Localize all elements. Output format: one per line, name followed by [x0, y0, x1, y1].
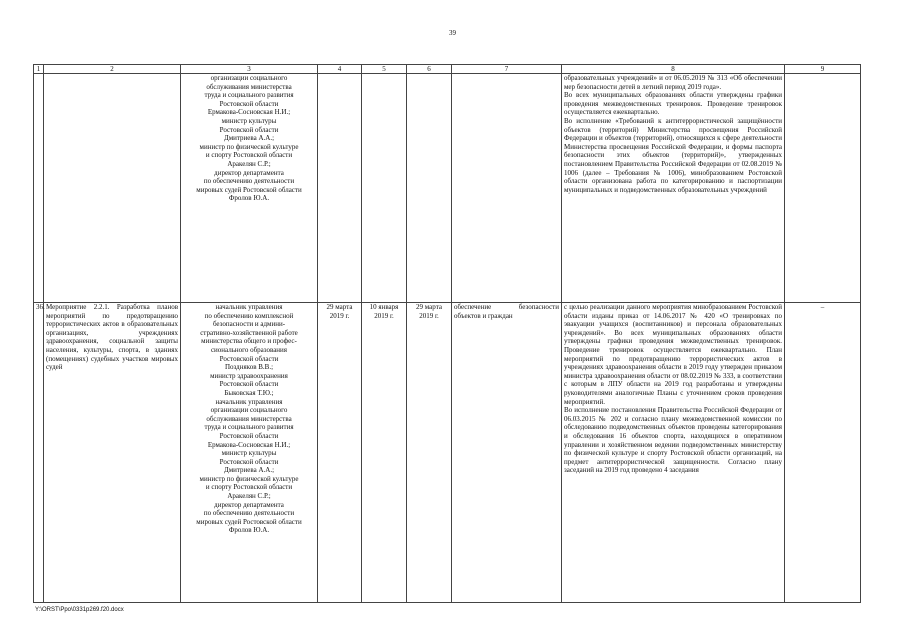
responsible-line: и спорту Ростовской области	[205, 151, 293, 160]
header-cell: 9	[785, 65, 861, 74]
actual-start-date-cell: 10 января 2019 г.	[362, 303, 407, 603]
table-row	[34, 74, 861, 303]
responsible-line: организации социального	[210, 74, 288, 82]
responsible-line: обслуживания министерства	[206, 414, 292, 423]
responsible-line: по обеспечению комплексной	[204, 311, 294, 320]
responsible-line: министр по физической культуре	[199, 474, 299, 483]
date-cell	[407, 74, 452, 303]
header-cell: 3	[181, 65, 318, 74]
event-cell	[44, 74, 181, 303]
responsible-line: Ростовской области	[219, 457, 279, 466]
responsible-line: труда и социального развития	[204, 91, 294, 100]
responsible-line: министр здравоохранения	[210, 371, 288, 380]
responsible-line: министр культуры	[221, 116, 277, 125]
responsible-line: Ростовской области	[219, 380, 279, 389]
actual-end-date-cell: 29 марта 2019 г.	[407, 303, 452, 603]
responsible-line: начальник управления	[215, 397, 283, 406]
responsible-line: Ростовской области	[219, 99, 279, 108]
header-cell: 7	[452, 65, 562, 74]
plan-end-date-cell: 29 марта 2019 г.	[318, 303, 362, 603]
responsible-cell	[181, 74, 318, 303]
responsible-line: министр по физической культуре	[199, 142, 299, 151]
responsible-line: Ростовской области	[219, 125, 279, 134]
note-cell	[785, 74, 861, 303]
responsible-cell	[181, 303, 318, 603]
header-cell: 5	[362, 65, 407, 74]
responsible-line: по обеспечению деятельности	[203, 509, 295, 518]
report-table	[33, 64, 861, 603]
row-number-cell	[34, 74, 44, 303]
progress-paragraph: Во исполнение постановления Правительства Российской Федерации от 06.03.2015 № 202 и согласно плану межведомственной комиссии по обследованию подведомственных объектов проведены категорирования и обследования 16 объектов спорта, находящихся в оперативном управлении и хозяйственном ведении подведомственных министерству по физической культуре и спорту Ростовской области организаций, на предмет антитеррористической защищенности. Согласно плану заседаний на 2019 год проведено 4 заседания	[564, 406, 782, 475]
responsible-line: Ростовской области	[219, 431, 279, 440]
responsible-line: Дмитриева А.А.;	[223, 134, 275, 143]
responsible-line: мировых судей Ростовской области	[196, 185, 302, 194]
responsible-line: Ермакова-Сосновская Н.И.;	[207, 440, 291, 449]
responsible-line: Фролов Ю.А.	[228, 526, 270, 535]
responsible-line: директор департамента	[214, 500, 284, 509]
responsible-line: безопасности и админи-	[212, 320, 286, 329]
responsible-line: Дмитриева А.А.;	[223, 466, 275, 475]
responsible-line: по обеспечению деятельности	[203, 177, 295, 186]
responsible-line: Быковская Т.Ю.;	[224, 388, 274, 397]
file-path-footer: Y:\ORST\Ppo\0331p269.f20.docx	[35, 607, 124, 613]
progress-cell	[562, 303, 785, 603]
row-number-cell: 36.	[34, 303, 44, 603]
responsible-line: организации социального	[210, 406, 288, 415]
date-cell	[362, 74, 407, 303]
note-cell: –	[785, 303, 861, 603]
result-cell	[452, 74, 562, 303]
event-cell: Мероприятие 2.2.1. Разработка планов мероприятий по предотвращению террористических актов в образовательных организациях, учреждениях здравоохранения, социальной защиты населения, культуры, спорта, в зданиях (помещениях) судебных участков мировых судей	[44, 303, 181, 603]
table-row	[34, 303, 861, 603]
responsible-line: мировых судей Ростовской области	[196, 517, 302, 526]
result-cell: обеспечение безопасности объектов и граждан	[452, 303, 562, 603]
header-cell: 4	[318, 65, 362, 74]
responsible-line: директор департамента	[214, 168, 284, 177]
responsible-line: Поздняков В.В.;	[224, 363, 274, 372]
header-cell: 6	[407, 65, 452, 74]
responsible-line: Аракелян С.Р.;	[227, 159, 271, 168]
responsible-line: Фролов Ю.А.	[228, 194, 270, 203]
responsible-line: начальник управления	[215, 303, 283, 311]
progress-paragraph: образовательных учреждений» и от 06.05.2019 № 313 «Об обеспечении мер безопасности детей в летний период 2019 года».	[564, 74, 782, 91]
page-number: 39	[449, 29, 456, 37]
header-cell: 2	[44, 65, 181, 74]
date-cell	[318, 74, 362, 303]
header-cell: 1	[34, 65, 44, 74]
progress-paragraph: Во исполнение «Требований к антитеррористической защищённости объектов (территорий) Министерства просвещения Российской Федерации и объектов (территорий), относящихся к сфере деятельности Министерства просвещения Российской Федерации, и формы паспорта безопасности этих объектов (территорий)», утвержденных постановлением Правительства Российской Федерации от 02.08.2019 № 1006 (далее – Требования № 1006), минобразованием Ростовской области организована работа по категорированию и паспортизации муниципальных и подведомственных образовательных учреждений	[564, 116, 782, 194]
responsible-line: труда и социального развития	[204, 423, 294, 432]
responsible-line: Аракелян С.Р.;	[227, 492, 271, 501]
progress-paragraph: Во всех муниципальных образованиях области утверждены графики проведения межведомственных тренировок. Проведение тренировок осуществляется ежеквартально.	[564, 91, 782, 117]
responsible-line: обслуживания министерства	[206, 82, 292, 91]
header-cell: 8	[562, 65, 785, 74]
responsible-line: сионального образования	[210, 345, 288, 354]
progress-cell	[562, 74, 785, 303]
progress-paragraph: с целью реализации данного мероприятия минобразованием Ростовской области изданы приказ от 14.06.2017 № 420 «О тренировках по эвакуации учащихся (воспитанников) и персонала образовательных учреждений». Во всех муниципальных образованиях области утверждены графики проведения межведомственных тренировок. Проведение тренировок осуществляется ежеквартально. План мероприятий по предотвращению террористических актов в учреждениях здравоохранения области в 2019 году утвержден приказом министра здравоохранения области от 08.02.2019 № 333, в соответствии с которым в ЛПУ области на 2019 год разработаны и утверждены руководителями аналогичные Планы с уточнением сроков проведения мероприятий.	[564, 303, 782, 406]
responsible-line: и спорту Ростовской области	[205, 483, 293, 492]
responsible-line: Ростовской области	[219, 354, 279, 363]
responsible-line: министерства общего и профес-	[201, 337, 297, 346]
responsible-line: Ермакова-Сосновская Н.И.;	[207, 108, 291, 117]
responsible-line: стративно-хозяйственной работе	[200, 328, 298, 337]
header-row	[34, 65, 861, 74]
responsible-line: министр культуры	[221, 449, 277, 458]
